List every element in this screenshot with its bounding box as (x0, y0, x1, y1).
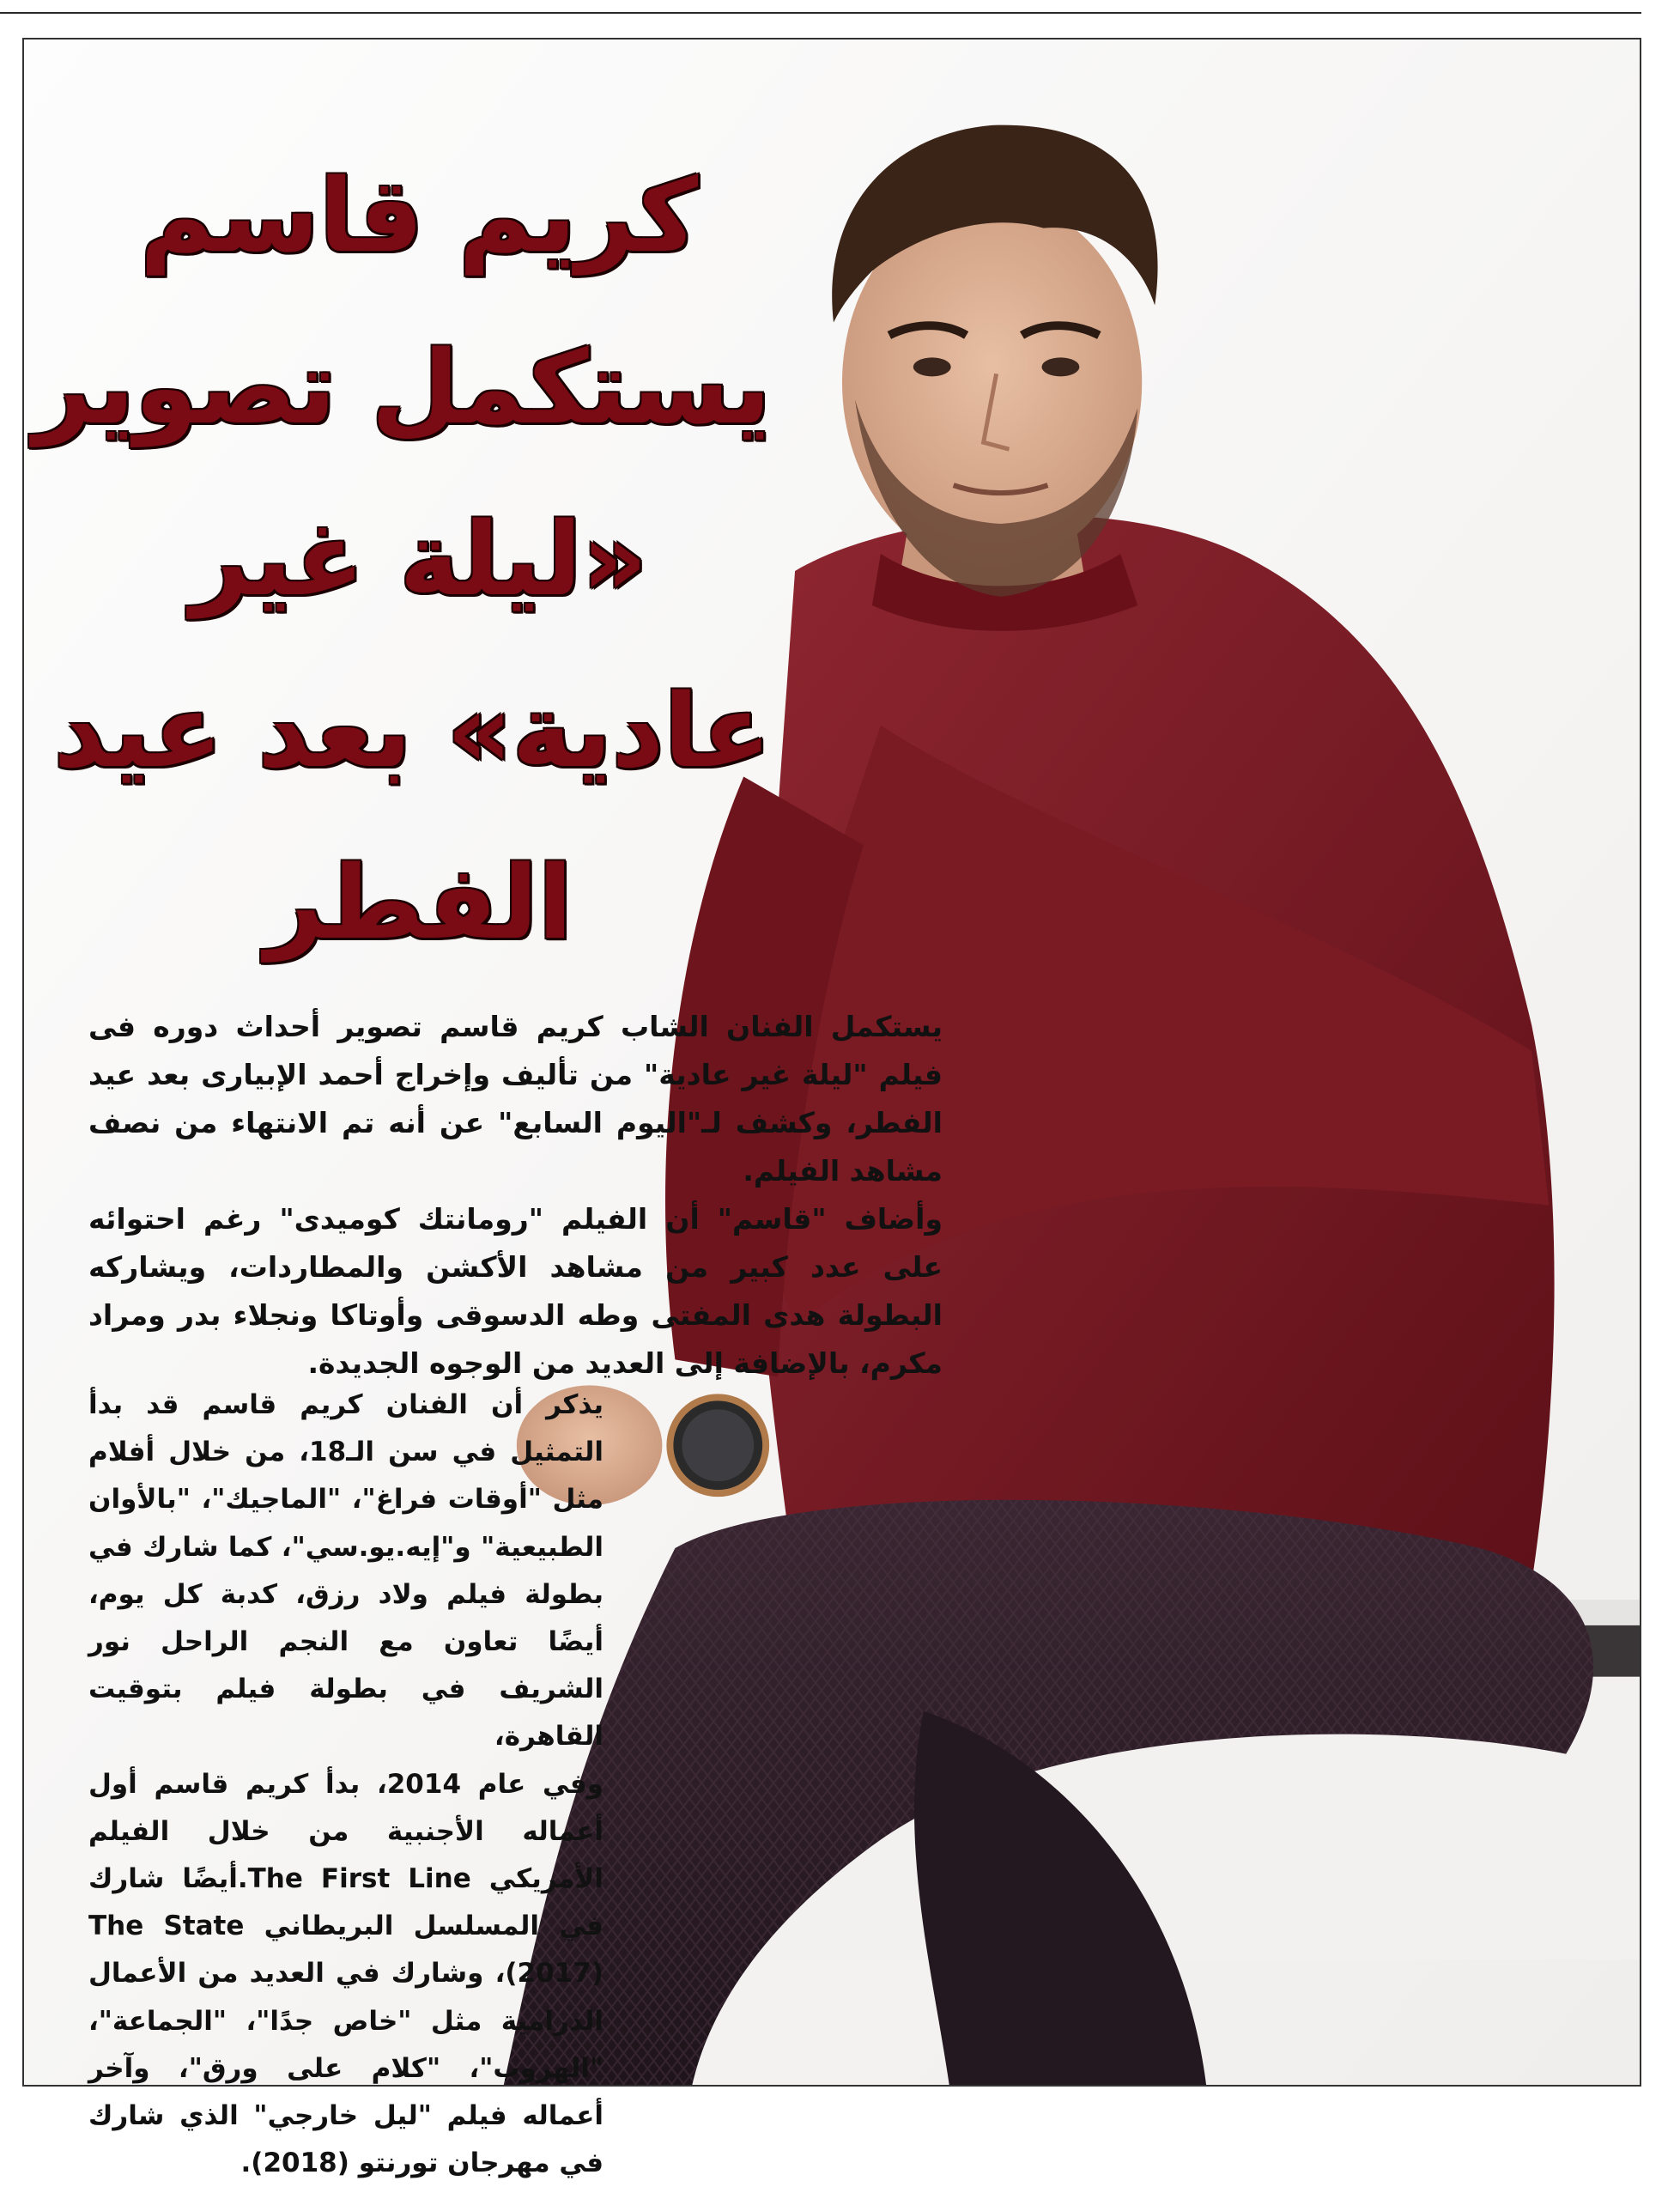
headline (33, 130, 771, 988)
article-paragraph: وفي عام 2014، بدأ كريم قاسم أول أعماله الأجنبية من خلال الفيلم الأمريكي The First Line.أيضًا شارك في المسلسل البريطاني The State (2017)، وشارك في العديد من الأعمال الدرامية مثل "خاص جدًا"، "الجماعة"، "الهروب"، "كلام على ورق"، وآخر أعماله فيلم "ليل خارجي" الذي شارك في مهرجان تورنتو (2018). (88, 1768, 604, 2179)
headline-line: «ليلة غير (191, 500, 647, 618)
headline-line: يستكمل تصوير (33, 328, 771, 447)
article-column (88, 1382, 603, 2187)
article-frame (22, 38, 1641, 2179)
top-rule (0, 12, 1641, 14)
headline-line: كريم قاسم (139, 156, 699, 275)
headline-line: عادية» بعد عيد (53, 671, 771, 790)
headline-line: الفطر (264, 843, 573, 962)
article-intro (88, 1003, 943, 1388)
article-paragraph: وأضاف "قاسم" أن الفيلم "رومانتك كوميدى" رغم احتوائه على عدد كبير من مشاهد الأكشن والمطاردات، ويشاركه البطولة هدى المفتى وطه الدسوقى وأوتاكا ونجلاء بدر ومراد مكرم، بالإضافة إلى العديد من الوجوه الجديدة. (88, 1202, 943, 1380)
article-paragraph: يستكمل الفنان الشاب كريم قاسم تصوير أحداث دوره فى فيلم "ليلة غير عادية" من تأليف وإخراج أحمد الإبيارى بعد عيد الفطر، وكشف لـ"اليوم السابع" عن أنه تم الانتهاء من نصف مشاهد الفيلم. (88, 1010, 943, 1188)
article-paragraph: يذكر أن الفنان كريم قاسم قد بدأ التمثيل في سن الـ18، من خلال أفلام مثل "أوقات فراغ"، "الماجيك"، "بالأوان الطبيعية" و"إيه.يو.سي"، كما شارك في بطولة فيلم ولاد رزق، كدبة كل يوم، أيضًا تعاون مع النجم الراحل نور الشريف في بطولة فيلم بتوقيت القاهرة، (88, 1389, 603, 1753)
